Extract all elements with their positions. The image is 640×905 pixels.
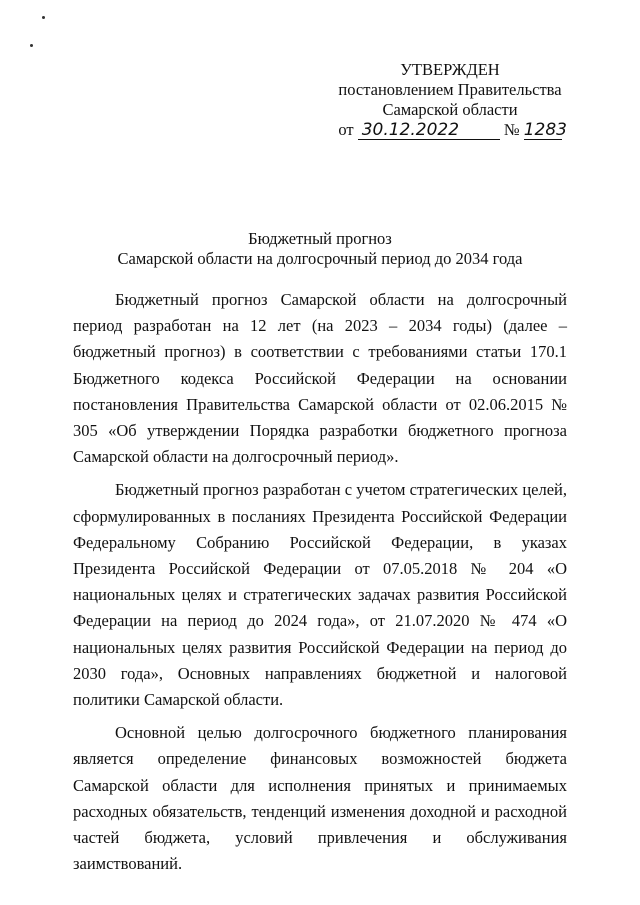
approval-status: УТВЕРЖДЕН xyxy=(400,60,500,79)
approval-date-line xyxy=(330,120,570,140)
date-prefix: от xyxy=(338,120,354,139)
scan-mark xyxy=(42,16,45,19)
approval-stamp xyxy=(330,60,570,140)
approval-date: 30.12.2022 xyxy=(358,121,500,140)
document-title xyxy=(70,229,570,269)
paragraph: Бюджетный прогноз Самарской области на долгосрочный период разработан на 12 лет (на 2023 – 2034 годы) (далее – бюджетный прогноз) в соответствии с требованиями статьи 170.1 Бюджетного кодекса Российской Федерации на основании постановления Правительства Самарской области от 02.06.2015 № 305 «Об утверждении Порядка разработки бюджетного прогноза Самарской области на долгосрочный период». xyxy=(73,290,567,467)
title-line-1: Бюджетный прогноз xyxy=(248,229,392,248)
paragraph: Основной целью долгосрочного бюджетного планирования является определение финансовых возможностей бюджета Самарской области для исполнения принятых и принимаемых расходных обязательств, тенденций изменения доходной и расходной частей бюджета, условий привлечения и обслуживания заимствований. xyxy=(73,723,567,874)
scan-mark xyxy=(30,44,33,47)
title-line-2: Самарской области на долгосрочный период до 2034 года xyxy=(117,249,523,268)
number-prefix: № xyxy=(503,120,520,139)
paragraph: Бюджетный прогноз разработан с учетом стратегических целей, сформулированных в посланиях Президента Российской Федерации Федеральному Собранию Российской Федерации, в указах Президента Российской Федерации от 07.05.2018 № 204 «О национальных целях и стратегических задачах развития Российской Федерации на период до 2024 года», от 21.07.2020 № 474 «О национальных целях развития Российской Федерации на период до 2030 года», Основных направлениях бюджетной и налоговой политики Самарской области. xyxy=(73,480,567,710)
document-body xyxy=(73,287,567,884)
approval-number: 1283 xyxy=(523,120,567,140)
approval-line-2: Самарской области xyxy=(382,100,518,119)
approval-line-1: постановлением Правительства xyxy=(338,80,562,99)
